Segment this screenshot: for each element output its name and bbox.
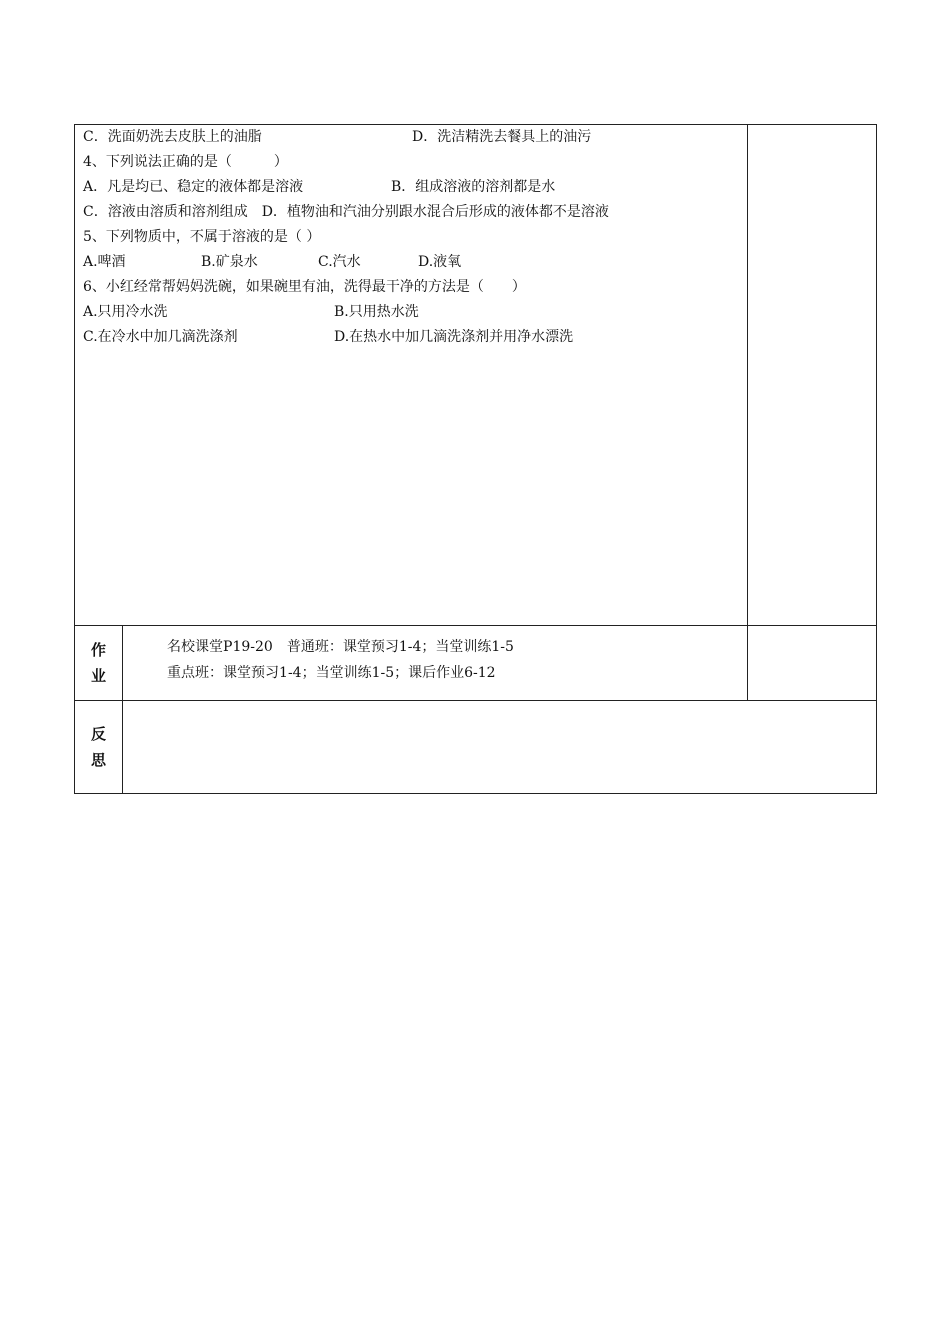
homework-label: 作 业 (75, 626, 123, 701)
question-line: C．溶液由溶质和溶剂组成 D．植物油和汽油分别跟水混合后形成的液体都不是溶液 (83, 204, 609, 220)
option-c: C.汽水 (318, 254, 361, 270)
homework-line-2: 重点班：课堂预习1-4；当堂训练1-5；课后作业6-12 (167, 665, 496, 681)
question-4-stem: 4、下列说法正确的是（ ） (83, 154, 288, 170)
option-a: A．凡是均已、稳定的液体都是溶液 (83, 179, 304, 195)
option-b: B．组成溶液的溶剂都是水 (391, 179, 556, 195)
option-c: C.在冷水中加几滴洗涤剂 (83, 329, 238, 345)
question-6-stem: 6、小红经常帮妈妈洗碗，如果碗里有油，洗得最干净的方法是（ ） (83, 279, 526, 295)
question-line (83, 300, 747, 325)
question-line (83, 125, 747, 150)
option-d: D．洗洁精洗去餐具上的油污 (412, 129, 592, 145)
option-d: D.在热水中加几滴洗涤剂并用净水漂洗 (334, 329, 574, 345)
homework-content (123, 626, 748, 701)
option-b: B.矿泉水 (201, 254, 258, 270)
exercise-cell (75, 125, 748, 626)
question-line (83, 325, 747, 350)
content-row (75, 125, 877, 626)
lesson-table (74, 124, 877, 794)
side-note-cell (747, 125, 876, 626)
homework-line-1: 名校课堂P19-20 普通班：课堂预习1-4；当堂训练1-5 (167, 639, 514, 655)
question-5-stem: 5、下列物质中，不属于溶液的是（ ） (83, 229, 321, 245)
option-c: C．洗面奶洗去皮肤上的油脂 (83, 129, 262, 145)
question-line (83, 175, 747, 200)
option-d: D.液氧 (418, 254, 462, 270)
question-line (83, 250, 747, 275)
option-a: A.只用冷水洗 (83, 304, 168, 320)
homework-side-cell (747, 626, 876, 701)
option-a: A.啤酒 (83, 254, 126, 270)
homework-row (75, 626, 877, 701)
reflection-row (75, 701, 877, 794)
reflection-label: 反 思 (75, 701, 123, 794)
option-b: B.只用热水洗 (334, 304, 419, 320)
reflection-content[interactable] (123, 701, 877, 794)
